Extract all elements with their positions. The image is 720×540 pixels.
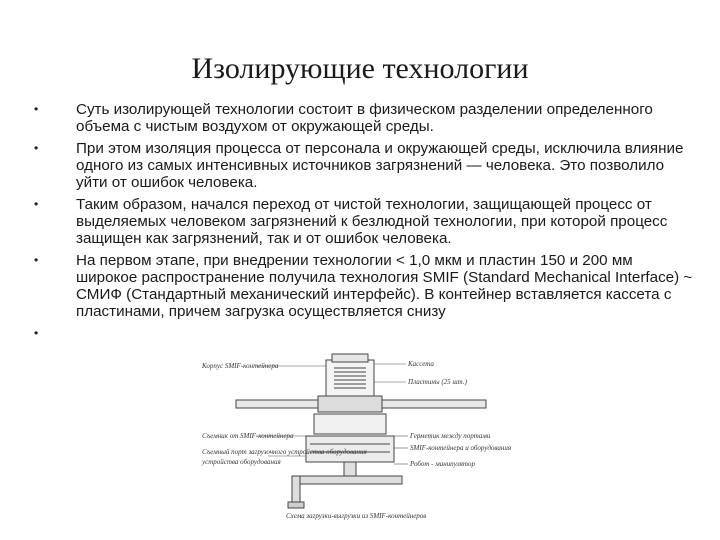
bullet-marker: •	[34, 326, 39, 340]
bullet-item-empty	[34, 325, 694, 342]
label-seal: Герметик между портами	[410, 432, 491, 440]
label-cassette: Кассета	[408, 360, 434, 368]
label-robot: Робот - манипулятор	[410, 460, 475, 468]
smif-diagram	[196, 352, 526, 524]
label-port: Съемный порт загрузочного устройства оборудования	[202, 448, 367, 456]
label-plates: Пластины (25 шт.)	[408, 378, 467, 386]
slide-title: Изолирующие технологии	[191, 52, 529, 85]
bullet-item	[34, 140, 694, 191]
bullet-marker: •	[34, 253, 39, 267]
bullet-item	[34, 196, 694, 247]
bullet-marker: •	[34, 141, 39, 155]
bullet-text: Суть изолирующей технологии состоит в физическом разделении определенного объема с чистым воздухом от окружающей среды.	[76, 101, 653, 135]
label-interface: SMIF-контейнера и оборудования	[410, 444, 512, 452]
bullet-text: На первом этапе, при внедрении технологии < 1,0 мкм и пластин 150 и 200 мм широкое распространение получила технология SMIF (Standard Mechanical Interface) ~ СМИФ (Стандартный механический интерфейс). В контейнер вставляется кассета с пластинами, причем загрузка осуществляется снизу	[76, 252, 693, 320]
bullet-item	[34, 101, 694, 135]
diagram-caption: Схема загрузки-выгрузки из SMIF-контейнеров	[286, 512, 427, 520]
bullet-marker: •	[34, 102, 39, 116]
bullet-item	[34, 252, 694, 320]
label-port-line2: устройства оборудования	[202, 458, 281, 466]
bullet-marker: •	[34, 197, 39, 211]
label-corpus: Корпус SMIF-контейнера	[202, 362, 279, 370]
label-gripper: Съемник от SMIF-контейнера	[202, 432, 294, 440]
bullet-list	[34, 101, 694, 347]
bullet-text: Таким образом, начался переход от чистой технологии, защищающей процесс от выделяемых человеком загрязнений к безлюдной технологии, при которой процесс защищен как загрязнений, так и от ошибок человека.	[76, 196, 668, 247]
bullet-text: При этом изоляция процесса от персонала и окружающей среды, исключила влияние одного из самых интенсивных источников загрязнений — человека. Это позволило уйти от ошибок человека.	[76, 140, 684, 191]
